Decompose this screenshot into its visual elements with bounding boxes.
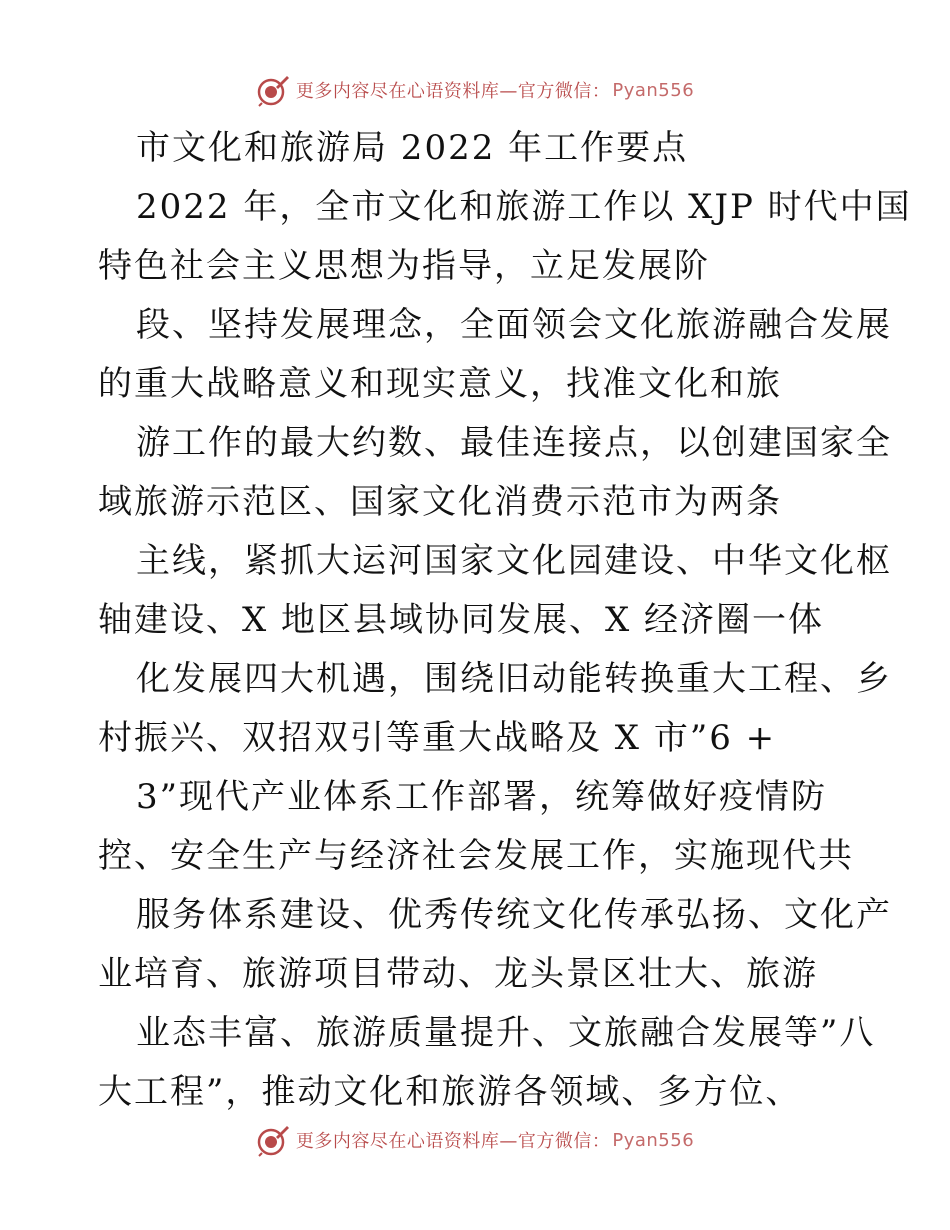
body-line: 段、坚持发展理念，全面领会文化旅游融合发展 (136, 305, 892, 345)
quill-seal-icon (256, 1123, 290, 1157)
watermark-header (0, 68, 950, 112)
body-line: 特色社会主义思想为指导，立足发展阶 (98, 246, 710, 286)
watermark-wechat-id: Pyan556 (612, 79, 695, 101)
body-line: 域旅游示范区、国家文化消费示范市为两条 (98, 482, 782, 522)
watermark-text: 更多内容尽在心语资料库—官方微信： (295, 81, 611, 102)
watermark-wechat-id: Pyan556 (612, 1129, 695, 1151)
body-line: 村振兴、双招双引等重大战略及 X 市”6 + (98, 718, 777, 758)
body-line: 大工程”，推动文化和旅游各领域、多方位、 (98, 1072, 802, 1112)
body-line: 主线，紧抓大运河国家文化园建设、中华文化枢 (136, 541, 892, 581)
body-line: 业态丰富、旅游质量提升、文旅融合发展等”八 (136, 1013, 876, 1053)
document-title: 市文化和旅游局 2022 年工作要点 (136, 128, 689, 168)
body-line: 化发展四大机遇，围绕旧动能转换重大工程、乡 (136, 659, 892, 699)
body-line: 服务体系建设、优秀传统文化传承弘扬、文化产 (136, 895, 892, 935)
watermark-text: 更多内容尽在心语资料库—官方微信： (295, 1131, 611, 1152)
body-line: 轴建设、X 地区县域协同发展、X 经济圈一体 (98, 600, 825, 640)
body-line: 业培育、旅游项目带动、龙头景区壮大、旅游 (98, 954, 818, 994)
watermark-footer (0, 1118, 950, 1162)
body-line: 的重大战略意义和现实意义，找准文化和旅 (98, 364, 782, 404)
body-line: 游工作的最大约数、最佳连接点，以创建国家全 (136, 423, 892, 463)
quill-seal-icon (256, 73, 290, 107)
body-line: 控、安全生产与经济社会发展工作，实施现代共 (98, 836, 854, 876)
body-line: 2022 年，全市文化和旅游工作以 XJP 时代中国 (136, 187, 912, 227)
body-line: 3”现代产业体系工作部署，统筹做好疫情防 (136, 777, 828, 817)
